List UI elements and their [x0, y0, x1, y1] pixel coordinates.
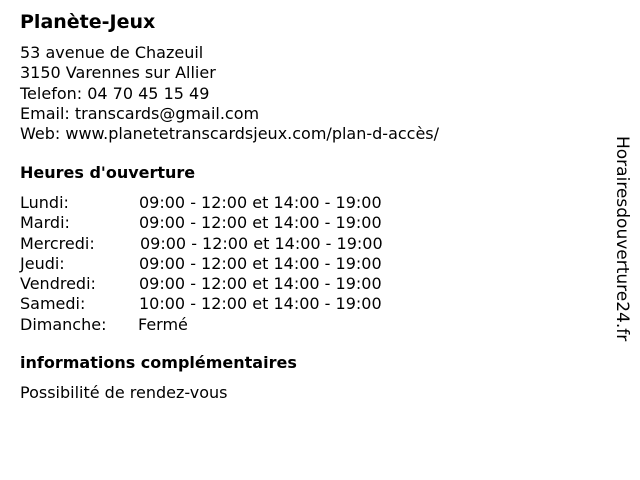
- opening-hours-heading: Heures d'ouverture: [20, 163, 196, 182]
- phone-line: Telefon: 04 70 45 15 49: [20, 83, 210, 103]
- business-name: Planète-Jeux: [20, 11, 156, 33]
- hours-row-thursday: [20, 254, 440, 274]
- day-hours: 09:00 - 12:00 et 14:00 - 19:00: [139, 253, 382, 273]
- day-hours: 09:00 - 12:00 et 14:00 - 19:00: [139, 193, 382, 212]
- address-block: [20, 43, 439, 144]
- day-label: Dimanche:: [20, 314, 107, 334]
- day-hours: Fermé: [138, 314, 188, 334]
- website-line: Web: www.planetetranscardsjeux.com/plan-d-accès/: [20, 124, 440, 144]
- hours-row-tuesday: [20, 213, 440, 233]
- day-label: Lundi:: [20, 193, 69, 212]
- day-label: Mercredi:: [20, 233, 95, 253]
- hours-row-friday: [20, 274, 440, 294]
- site-watermark: [610, 136, 634, 370]
- day-hours: 09:00 - 12:00 et 14:00 - 19:00: [140, 233, 383, 253]
- opening-hours-table: [20, 193, 440, 335]
- hours-row-monday: [20, 193, 440, 213]
- hours-row-saturday: [20, 294, 440, 314]
- day-label: Mardi:: [20, 213, 70, 233]
- day-hours: 09:00 - 12:00 et 14:00 - 19:00: [139, 274, 382, 294]
- email-line: Email: transcards@gmail.com: [20, 103, 260, 123]
- day-label: Vendredi:: [20, 274, 96, 294]
- additional-info-text: Possibilité de rendez-vous: [20, 383, 228, 402]
- day-label: Jeudi:: [20, 253, 65, 273]
- hours-row-wednesday: [20, 234, 440, 254]
- hours-row-sunday: [20, 315, 440, 335]
- watermark-text: Horairesdouverture24.fr: [612, 136, 632, 342]
- additional-info-heading: informations complémentaires: [20, 353, 297, 372]
- street-address: 53 avenue de Chazeuil: [20, 43, 204, 62]
- day-hours: 09:00 - 12:00 et 14:00 - 19:00: [139, 213, 382, 233]
- city-line: 3150 Varennes sur Allier: [20, 63, 216, 83]
- day-hours: 10:00 - 12:00 et 14:00 - 19:00: [139, 294, 382, 314]
- day-label: Samedi:: [20, 294, 86, 314]
